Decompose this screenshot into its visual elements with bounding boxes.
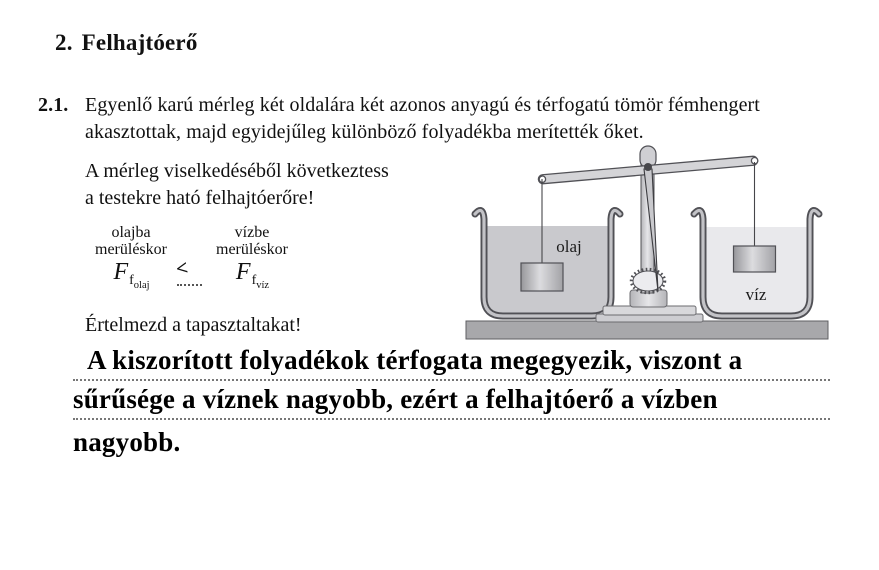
instruction-text [85,158,389,212]
section-title-text: Felhajtóerő [81,30,198,55]
relation-cell [173,255,204,296]
prompt-text: Értelmezd a tapasztaltakat! [85,314,302,336]
water-cylinder [734,246,776,272]
less-than-sign: < [173,255,190,281]
spacer [174,224,204,258]
condition-water: vízbe merüléskor [216,224,288,258]
instruction-line-2: a testekre ható felhajtóerőre! [85,187,315,209]
pivot [644,163,652,171]
ground [466,321,828,339]
oil-label: olaj [556,237,582,256]
instruction-line-1: A mérleg viselkedéséből következtess [85,160,389,182]
exercise-statement [38,92,858,145]
exercise-line-2: akasztottak, majd egyidejűleg különböző folyadékba merítették őket. [85,120,644,143]
answer-line-2: sűrűsége a víznek nagyobb, ezért a felhajtóerő a vízben [73,381,830,420]
answer-line-3: nagyobb. [73,427,181,457]
force-comparison [88,224,300,296]
section-number: 2. [55,30,73,55]
force-symbol-oil: $F_{folaj}$ [113,259,150,291]
oil-cylinder [521,263,563,291]
answer-block [73,342,830,461]
force-symbol-water: $F_{fvíz}$ [235,259,270,291]
answer-line-1: A kiszorított folyadékok térfogata megegyezik, viszont a [73,342,830,381]
answer-blank [177,284,202,286]
exercise-number: 2.1. [38,94,69,116]
balance-figure [455,140,867,345]
section-title [55,30,198,56]
balance-scale-illustration [455,140,867,345]
exercise-line-1: Egyenlő karú mérleg két oldalára két azonos anyagú és térfogatú tömör fémhengert [85,94,760,116]
gear [632,270,665,293]
condition-oil: olajba merüléskor [95,224,167,258]
water-label: víz [745,285,767,304]
